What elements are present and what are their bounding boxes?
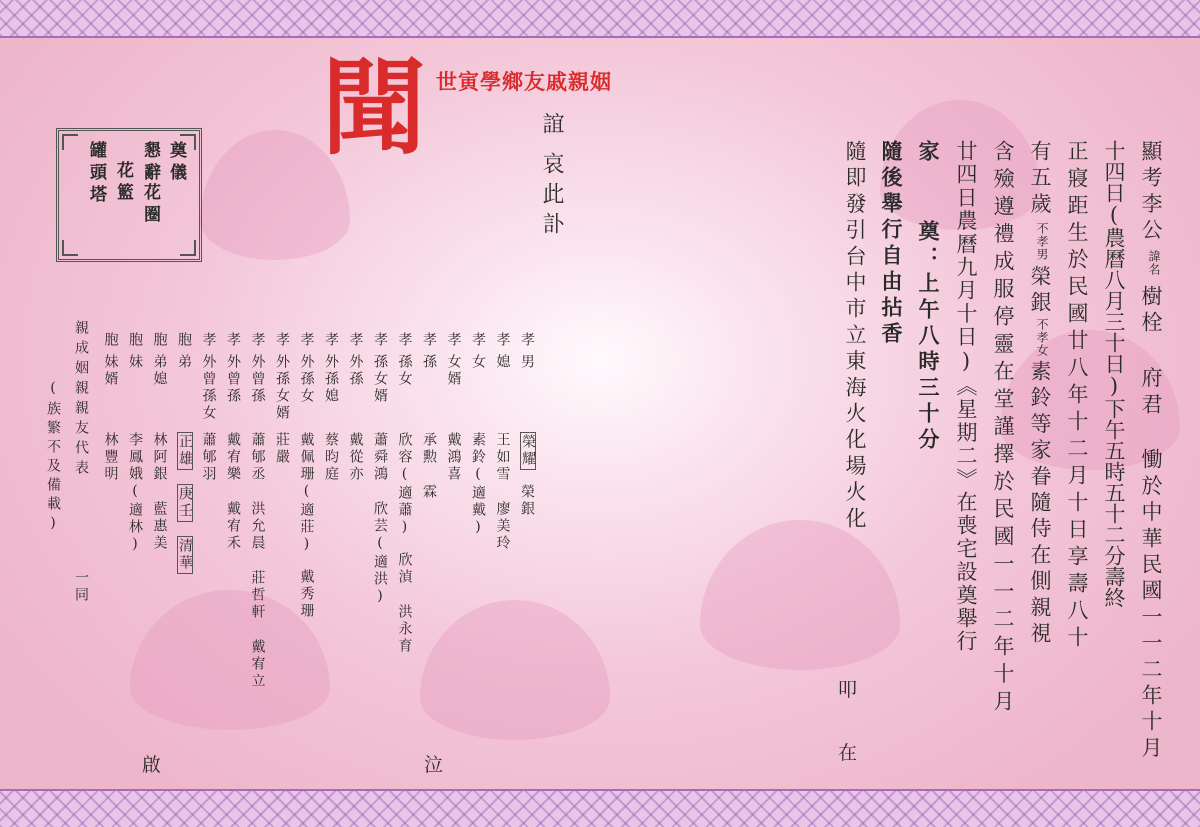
box-corner <box>62 240 78 256</box>
mourner-role: 孝 <box>445 332 462 349</box>
mourner-role: 孝 <box>372 332 388 349</box>
mourner-name: 李鳳娥(適林) <box>127 432 143 555</box>
mourner-relation: 外曾孫女 <box>200 354 217 422</box>
mourner-name: 戴佩珊(適莊) <box>298 432 315 555</box>
body-line: 正寢距生於民國廿八年十二月十日享壽八十 <box>1065 140 1089 653</box>
body-small-note: 不孝女 <box>1035 318 1049 357</box>
mourner-name: 戴宥樂 <box>225 432 241 483</box>
body-line: 有五歲 <box>1028 140 1052 219</box>
decline-col: 奠儀 <box>166 141 186 185</box>
mourner-role: 孝 <box>347 332 364 349</box>
mourner-relation: 男 <box>519 354 535 371</box>
mourner-name: 藍惠美 <box>151 501 168 552</box>
mourner-name: 蕭郇羽 <box>200 432 217 483</box>
mourner-relation: 外孫 <box>347 354 364 388</box>
mourner-relation: 外曾孫 <box>249 354 266 405</box>
body-line: 廿四日農曆九月十日)《星期二》在喪宅設奠舉行 <box>954 140 978 654</box>
signature-qi2: 泣 <box>424 754 444 776</box>
decline-gifts-box <box>56 128 202 262</box>
mourner-relation: 妹婿 <box>102 354 119 388</box>
ai-ci-fu: 哀此訃 <box>539 152 564 242</box>
mourner-role: 孝 <box>249 332 266 349</box>
top-border <box>0 0 1200 38</box>
mourner-role: 胞 <box>176 332 192 349</box>
mourner-role: 胞 <box>127 332 143 349</box>
mourner-name: 戴秀珊 <box>298 569 315 620</box>
mourner-role: 孝 <box>494 332 511 349</box>
lotus-petal <box>420 600 610 740</box>
mourner-role: 孝 <box>470 332 486 349</box>
mourner-relation: 女婿 <box>445 354 462 388</box>
mourner-role: 孝 <box>519 332 535 349</box>
body-line: 含殮遵禮成服停靈在堂謹擇於民國一一二年十月 <box>991 140 1015 718</box>
mourner-name: 榮耀 <box>520 434 536 468</box>
mourner-name: 林阿銀 <box>151 432 168 483</box>
mourner-relation: 弟 <box>176 354 192 371</box>
mourner-name: 洪允晨 <box>249 501 266 552</box>
mourner-name: 承勲 <box>421 432 437 466</box>
mourner-role: 孝 <box>200 332 217 349</box>
mourner-role: 孝 <box>421 332 437 349</box>
mourner-name: 庚壬 <box>177 486 193 520</box>
mourner-role: 孝 <box>298 332 315 349</box>
decline-col: 懇辭 <box>140 141 160 185</box>
mourner-name: 莊哲軒 <box>249 570 266 621</box>
mourner-name: 霖 <box>421 484 437 501</box>
mourner-name: 正雄 <box>177 434 193 468</box>
mourner-role: 孝 <box>323 332 339 349</box>
mourner-name: 榮銀 <box>519 484 535 518</box>
body-line: 十四日(農曆八月三十日)下午五時五十二分壽終 <box>1102 140 1126 608</box>
mourner-relation: 弟媳 <box>151 354 168 388</box>
kou-char: 叩 <box>838 679 858 701</box>
mourner-name: 素鈴(適戴) <box>470 432 486 538</box>
mourner-relation: 孫 <box>421 354 437 371</box>
zai-char: 在 <box>838 742 858 764</box>
mourner-relation: 媳 <box>494 354 511 371</box>
mourner-name: 洪永育 <box>396 604 413 655</box>
relations-heading: 世寅學鄉友戚親姻 <box>436 69 612 94</box>
mourner-name: 戴宥立 <box>249 639 266 690</box>
wen-character: 聞 <box>322 46 427 169</box>
mourner-name: 戴從亦 <box>347 432 364 483</box>
box-corner <box>62 134 78 150</box>
body-line: 隨後舉行自由拈香 <box>879 140 904 348</box>
body-line: 奠：上午八時三十分 <box>916 220 941 454</box>
mourner-relation: 女 <box>470 354 486 371</box>
mourner-name: 欣容(適蕭) <box>396 432 413 538</box>
signature-qi: 啟 <box>142 754 162 776</box>
mourner-name: 莊嚴 <box>274 432 290 466</box>
bottom-border <box>0 789 1200 827</box>
mourner-name: 蕭舜鴻 <box>372 432 388 483</box>
mourner-relation: 妹 <box>127 354 143 371</box>
decline-col: 花圈 <box>140 183 160 227</box>
mourner-role: 胞 <box>151 332 168 349</box>
mourner-relation: 外曾孫 <box>225 354 241 405</box>
relatives-line: 親成姻親親友代表 <box>73 320 89 480</box>
mourner-name: 清華 <box>177 538 193 572</box>
mourner-name: 戴鴻喜 <box>445 432 462 483</box>
body-line: 家 <box>916 140 941 166</box>
body-line: 榮銀 <box>1028 265 1052 318</box>
relatives-note: (族繁不及備載) <box>45 380 61 536</box>
relatives-tail: 一同 <box>73 570 89 604</box>
mourner-role: 孝 <box>396 332 413 349</box>
mourner-name: 欣湞 <box>396 552 413 586</box>
mourner-role: 孝 <box>225 332 241 349</box>
mourner-role: 胞 <box>102 332 119 349</box>
box-corner <box>180 240 196 256</box>
mourner-name: 蕭郇丞 <box>249 432 266 483</box>
mourner-relation: 外孫女婿 <box>274 354 290 422</box>
yi-char: 誼 <box>539 112 564 140</box>
body-line: 素鈴等家眷隨侍在側親視 <box>1028 360 1052 649</box>
decline-col: 罐頭塔 <box>86 141 106 207</box>
mourner-name: 林豐明 <box>102 432 119 483</box>
mourner-name: 廖美玲 <box>494 501 511 552</box>
lotus-petal <box>700 520 900 670</box>
mourner-relation: 孫女婿 <box>372 354 388 405</box>
mourner-relation: 外孫女 <box>298 354 315 405</box>
mourner-name: 王如雪 <box>494 432 511 483</box>
mourner-name: 欣芸(適洪) <box>372 501 388 607</box>
body-line: 樹栓 府君 慟於中華民國一一二年十月 <box>1139 285 1163 763</box>
mourner-relation: 孫女 <box>396 354 413 388</box>
mourner-name: 戴宥禾 <box>225 501 241 552</box>
body-small-note: 諱名 <box>1147 250 1161 276</box>
mourner-name: 蔡昀庭 <box>323 432 339 483</box>
mourner-relation: 外孫媳 <box>323 354 339 405</box>
body-line: 隨即發引台中市立東海火化場火化 <box>843 140 867 533</box>
body-line: 顯考李公 <box>1139 140 1163 245</box>
mourner-role: 孝 <box>274 332 290 349</box>
decline-col: 花籃 <box>113 161 133 205</box>
body-small-note: 不孝男 <box>1035 222 1049 261</box>
